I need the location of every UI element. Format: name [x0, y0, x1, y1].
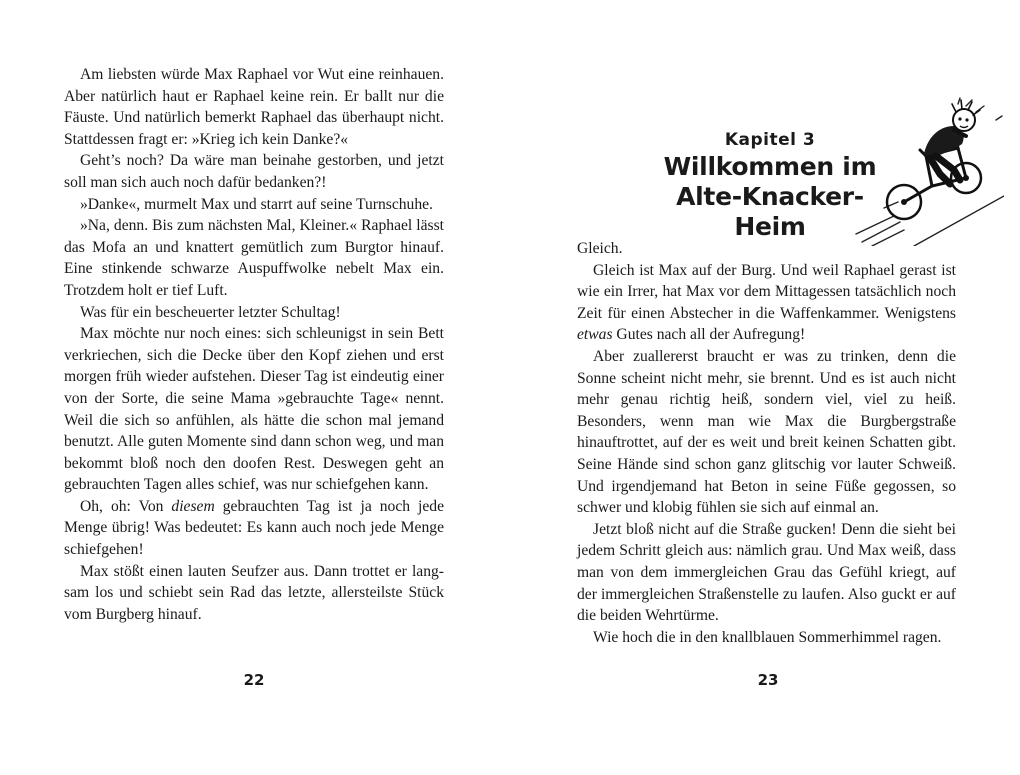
right-page	[510, 0, 1020, 775]
chapter-title-line-2: Alte-Knacker-Heim	[676, 182, 864, 241]
paragraph	[577, 260, 956, 346]
emphasized-word: etwas	[577, 326, 613, 344]
paragraph: Wie hoch die in den knallblauen Sommerhimmel ragen.	[593, 628, 942, 646]
paragraph: Geht’s noch? Da wäre man beinahe gestorben, und jetzt soll man sich auch noch dafür bedanken?!	[64, 152, 444, 191]
paragraph: Aber zuallererst braucht er was zu trinken, denn die Sonne scheint nicht mehr, sie brennt. Und es ist auch nicht mehr genau richtig heiß, sondern viel, viel zu heiß. Besonders, wenn man wie Max die Burgbergstraße hinauftrottet, auf der es weit und breit keinen Schatten gibt. Seine Hände sind schon ganz glitschig vor lauter Schweiß. Und irgendjemand hat Beton in seine Füße gegossen, so schwer und klobig fühlen sie sich auf einmal an.	[577, 347, 956, 517]
page-number: 22	[243, 671, 265, 689]
paragraph: Jetzt bloß nicht auf die Straße gucken! Denn die sieht bei jedem Schritt gleich aus: nämlich grau. Und Max weiß, dass man von dem immergleichen Grau das Gefühl kriegt, auf der immergleichen Straßenstelle zu laufen. Also guckt er auf die beiden Wehrtürme.	[577, 520, 956, 625]
paragraph: Max stößt einen lauten Seufzer aus. Dann trottet er langsam los und schiebt sein Rad das letzte, allersteilste Stück vom Burgberg hinauf.	[64, 562, 444, 623]
paragraph: »Na, denn. Bis zum nächsten Mal, Kleiner.« Raphael lässt das Mofa an und knattert gemütlich zum Burgtor hinauf. Eine stinkende schwarze Auspuffwolke nebelt Max ein. Trotzdem holt er tief Luft.	[64, 217, 444, 299]
emphasized-word: diesem	[171, 497, 215, 515]
paragraph-text: Gleich ist Max auf der Burg. Und weil Raphael gerast ist wie ein Irrer, hat Max vor dem Mittagessen tatsächlich noch Zeit für einen Abstecher in die Waffenkammer. Wenigstens	[577, 261, 956, 322]
paragraph: Was für ein bescheuerter letzter Schultag!	[80, 303, 341, 321]
paragraph: Max möchte nur noch eines: sich schleunigst in sein Bett verkriechen, sich die Decke über den Kopf ziehen und erst morgen früh wieder aufstehen. Dieser Tag ist eindeutig einer von der Sorte, die seine Mama »gebrauchte Tage« nennt. Weil die sich so anfühlen, als hätte die schon mal jemand benutzt. Alle guten Momente sind dann schon weg, und man bekommt bloß noch den doofen Rest. Deswegen geht an gebrauchten Tagen alles schief, was nur schiefgehen kann.	[64, 325, 444, 494]
paragraph: Am liebsten würde Max Raphael vor Wut eine reinhauen. Aber natürlich haut er Raphael keine rein. Er ballt nur die Fäuste. Und natürlich bemerkt Raphael das überhaupt nicht. Stattdessen fragt er: »Krieg ich kein Danke?«	[64, 66, 444, 148]
left-page-body	[64, 64, 444, 625]
paragraph-text: Oh, oh: Von	[80, 497, 172, 515]
boy-on-bicycle-illustration	[854, 96, 1004, 246]
right-page-body	[577, 238, 956, 648]
paragraph: »Danke«, murmelt Max und starrt auf seine Turnschuhe.	[80, 195, 433, 213]
paragraph: Gleich.	[577, 240, 623, 257]
paragraph-text: gebrauchten Tag ist ja noch jede Menge übrig! Was bedeutet: Es kann auch noch jede Menge schiefgehen!	[64, 497, 445, 559]
chapter-label: Kapitel 3	[724, 130, 816, 150]
paragraph	[64, 496, 444, 561]
chapter-title-line-1: Willkommen im	[663, 152, 877, 181]
paragraph-text: Gutes nach all der Aufregung!	[612, 326, 806, 344]
page-number: 23	[757, 671, 779, 689]
